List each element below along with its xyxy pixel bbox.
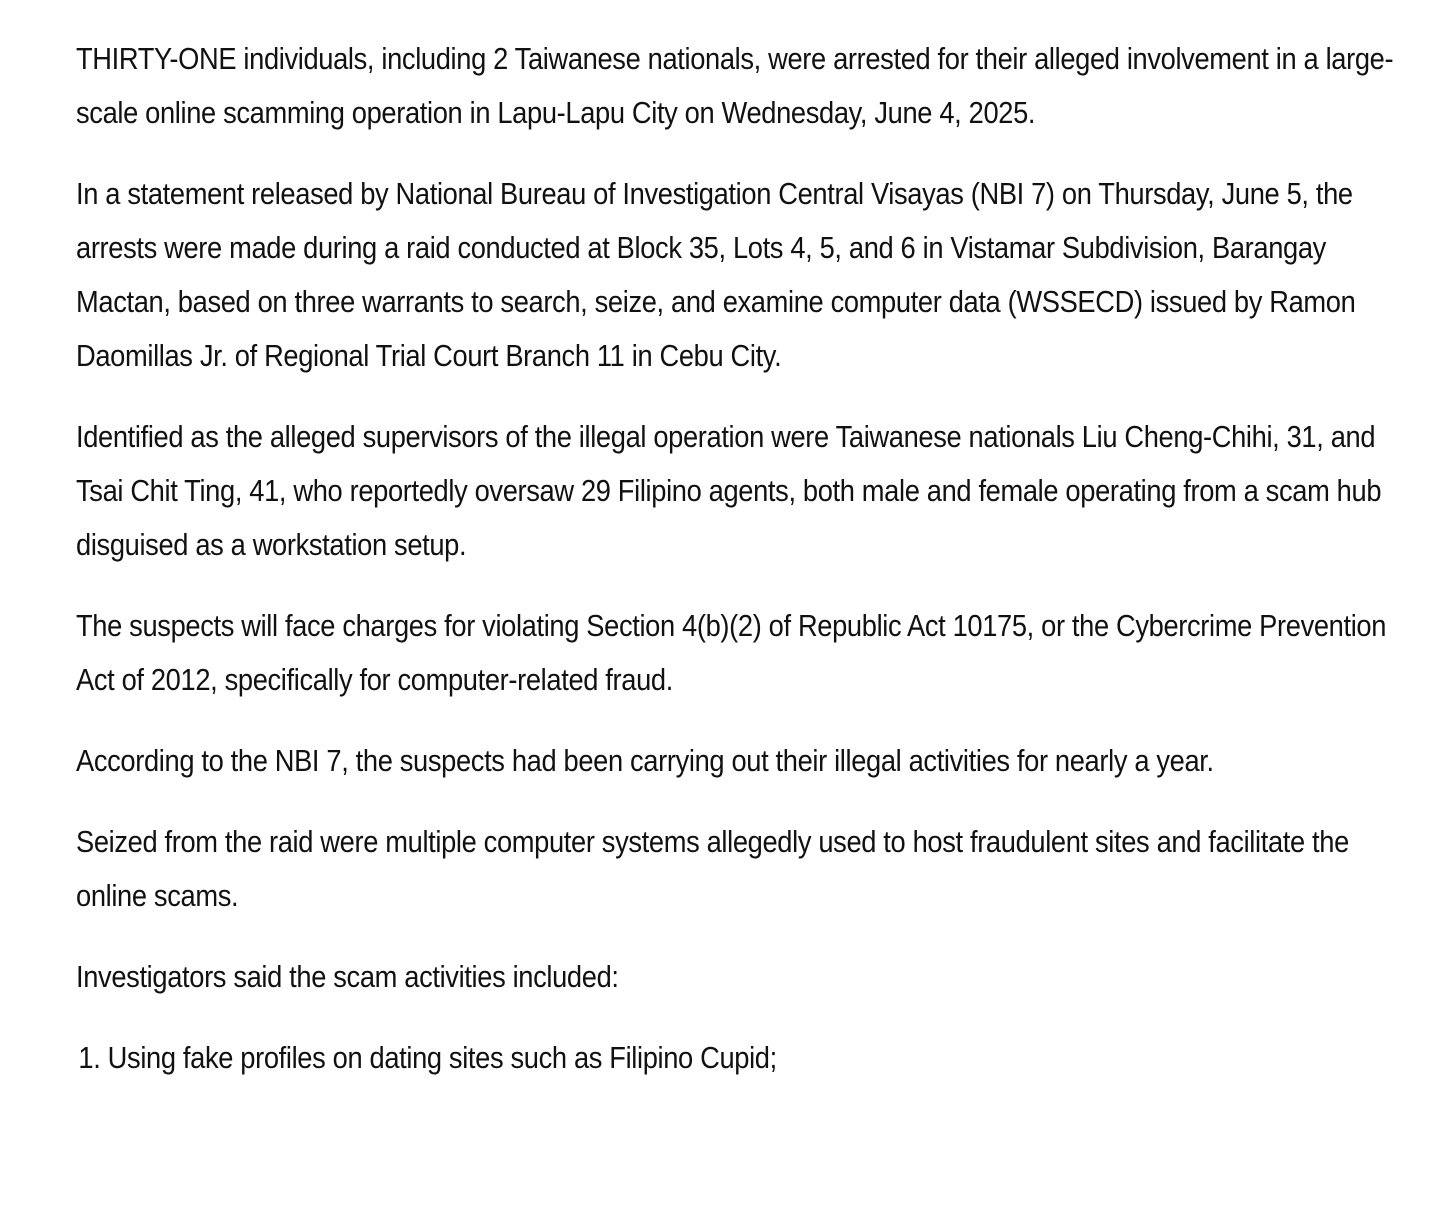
article-paragraph-5: According to the NBI 7, the suspects had been carrying out their illegal activities for nearly a year. [76,743,1214,778]
article-paragraph-1: THIRTY-ONE individuals, including 2 Taiwanese nationals, were arrested for their alleged involvement in a large-scale online scamming operation in Lapu-Lapu City on Wednesday, June 4, 2025. [76,41,1394,130]
article-paragraph-4: The suspects will face charges for violating Section 4(b)(2) of Republic Act 10175, or the Cybercrime Prevention Act of 2012, specifically for computer-related fraud. [76,608,1387,697]
article-paragraph-2: In a statement released by National Bureau of Investigation Central Visayas (NBI 7) on Thursday, June 5, the arrests were made during a raid conducted at Block 35, Lots 4, 5, and 6 in Vistamar Subdivision, Barangay Mactan, based on three warrants to search, seize, and examine computer data (WSSECD) issued by Ramon Daomillas Jr. of Regional Trial Court Branch 11 in Cebu City. [76,176,1356,373]
article-body [76,32,1394,1085]
article-paragraph-7: Investigators said the scam activities included: [76,959,619,994]
article-paragraph-3: Identified as the alleged supervisors of the illegal operation were Taiwanese nationals Liu Cheng-Chihi, 31, and Tsai Chit Ting, 41, who reportedly oversaw 29 Filipino agents, both male and female operating from a scam hub disguised as a workstation setup. [76,419,1382,562]
list-item: 1. Using fake profiles on dating sites such as Filipino Cupid; [108,1031,1438,1085]
article-paragraph-6: Seized from the raid were multiple computer systems allegedly used to host fraudulent sites and facilitate the online scams. [76,824,1349,913]
scam-activities-list [76,1031,1438,1085]
